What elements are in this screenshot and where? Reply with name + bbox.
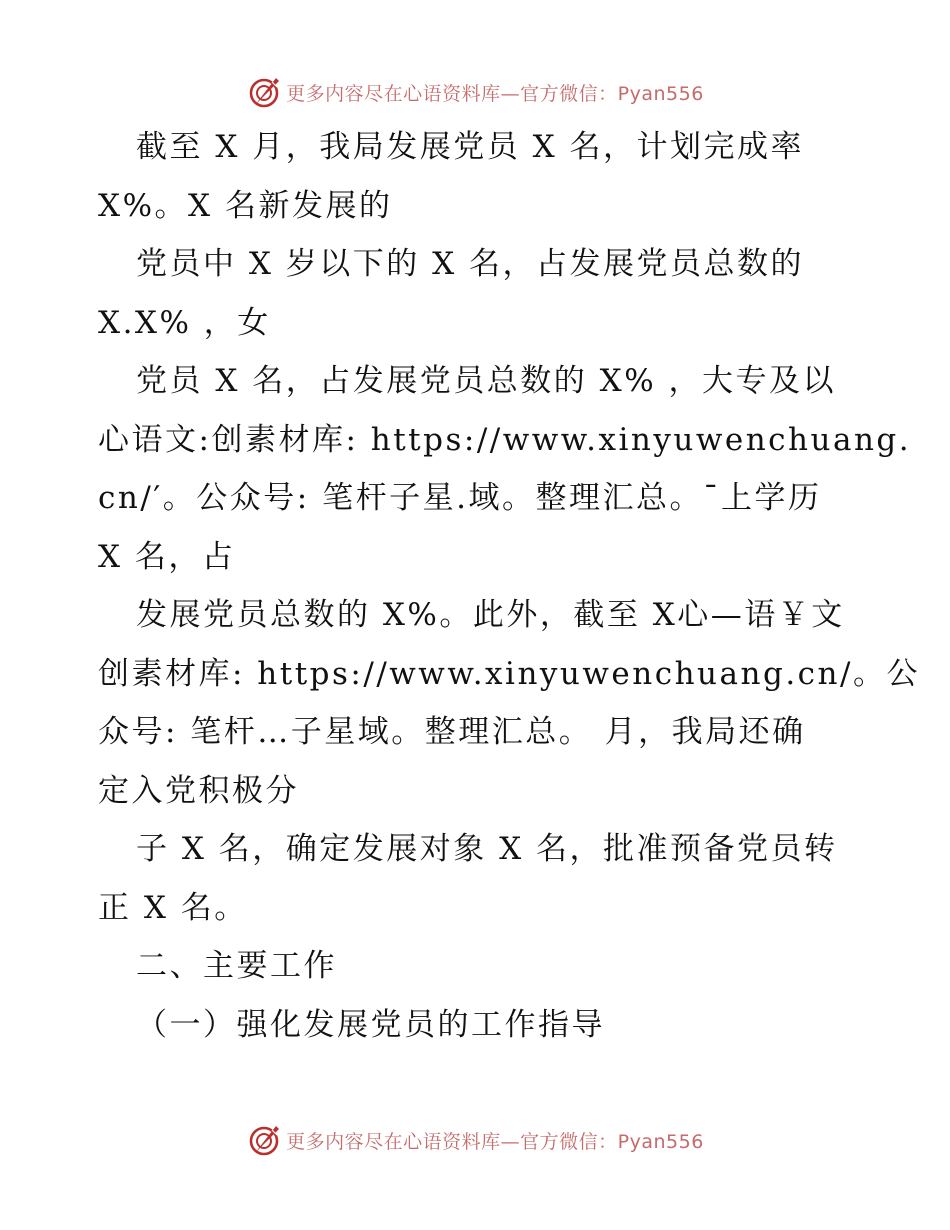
document-body <box>98 118 920 1054</box>
text-line: 子 X 名，确定发展对象 X 名，批准预备党员转 <box>136 831 838 867</box>
footer-wechat-handle: Pyan556 <box>617 1130 704 1153</box>
quill-logo-icon <box>246 74 282 110</box>
text-line: 截至 X 月，我局发展党员 X 名，计划完成率 <box>136 129 805 165</box>
header-banner-text: 更多内容尽在心语资料库—官方微信：Pyan556 <box>286 82 704 105</box>
quill-logo-icon <box>246 1122 282 1158</box>
text-line: 定入党积极分 <box>98 772 299 809</box>
header-banner <box>0 72 950 112</box>
text-line: 发展党员总数的 X%。此外，截至 X心—语￥文 <box>136 597 845 633</box>
text-line: 正 X 名。 <box>98 889 248 926</box>
footer-banner <box>0 1120 950 1160</box>
text-line: 心语文:创素材库: https://www.xinyuwenchuang. <box>98 421 912 458</box>
text-line: 众号: 笔杆…子星域。整理汇总。 月，我局还确 <box>98 714 806 750</box>
text-line: X 名，占 <box>98 538 236 575</box>
text-line: 创素材库: https://www.xinyuwenchuang.cn/。公 <box>98 655 920 692</box>
footer-banner-text: 更多内容尽在心语资料库—官方微信：Pyan556 <box>286 1130 704 1153</box>
header-wechat-handle: Pyan556 <box>617 82 704 105</box>
text-line: cn/′。公众号: 笔杆子星.域。整理汇总。¯上学历 <box>98 480 822 516</box>
text-line: （一）强化发展党员的工作指导 <box>136 1006 605 1043</box>
text-line: 党员 X 名，占发展党员总数的 X% ，大专及以 <box>136 363 837 399</box>
text-line: 二、主要工作 <box>136 948 337 984</box>
text-line: 党员中 X 岁以下的 X 名，占发展党员总数的 <box>136 246 805 282</box>
text-line: X.X% ，女 <box>98 304 271 341</box>
text-line: X%。X 名新发展的 <box>98 187 393 224</box>
